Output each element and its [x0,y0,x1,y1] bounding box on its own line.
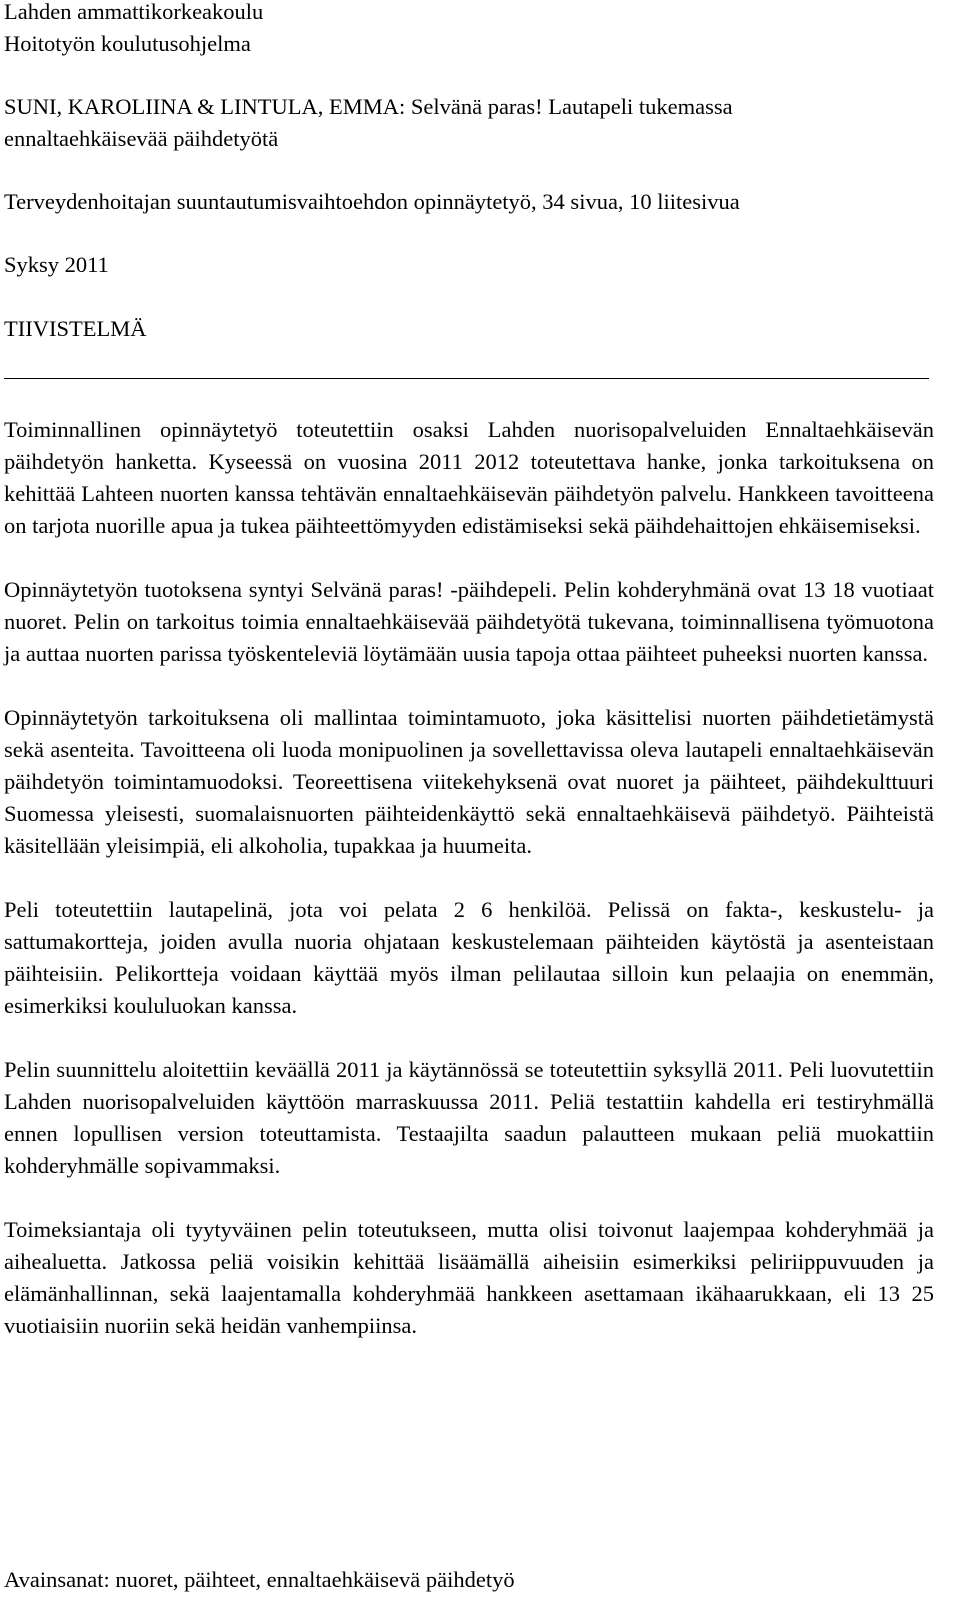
abstract-paragraph-5: Pelin suunnittelu aloitettiin keväällä 2011 ja käytännössä se toteutettiin syksyllä 2011. Peli luovutettiin Lahden nuorisopalveluiden käyttöön marraskuussa 2011. Peliä testattiin kahdella eri testiryhmällä ennen lopullisen version toteuttamista. Testaajilta saadun palautteen mukaan peliä muokattiin kohderyhmälle sopivammaksi. [4,1057,934,1178]
abstract-body [4,414,934,1374]
keywords: Avainsanat: nuoret, päihteet, ennaltaehkäisevä päihdetyö [4,1567,515,1592]
abstract-paragraph-1: Toiminnallinen opinnäytetyö toteutettiin osaksi Lahden nuorisopalveluiden Ennaltaehkäisevän päihdetyön hanketta. Kyseessä on vuosina 2011 2012 toteutettava hanke, jonka tarkoituksena on kehittää Lahteen nuorten kanssa tehtävän ennaltaehkäisevän päihdetyön palvelu. Hankkeen tavoitteena on tarjota nuorille apua ja tukea päihteettömyyden edistämiseksi sekä päihdehaittojen ehkäisemiseksi. [4,417,934,538]
thesis-info: Terveydenhoitajan suuntautumisvaihtoehdon opinnäytetyö, 34 sivua, 10 liitesivua [4,189,740,214]
abstract-paragraph-3: Opinnäytetyön tarkoituksena oli mallintaa toimintamuoto, joka käsittelisi nuorten päihdetietämystä sekä asenteita. Tavoitteena oli luoda monipuolinen ja sovellettavissa oleva lautapeli ennaltaehkäisevän päihdetyön toimintamuodoksi. Teoreettisena viitekehyksenä ovat nuoret ja päihteet, päihdekulttuuri Suomessa yleisesti, suomalaisnuorten päihteidenkäyttö sekä ennaltaehkäisevä päihdetyö. Päihteistä käsitellään yleisimpiä, eli alkoholia, tupakkaa ja huumeita. [4,705,934,858]
programme-name: Hoitotyön koulutusohjelma [4,31,251,56]
abstract-paragraph-6: Toimeksiantaja oli tyytyväinen pelin toteutukseen, mutta olisi toivonut laajempaa kohderyhmää ja aihealuetta. Jatkossa peliä voisikin kehittää lisäämällä aiheisiin esimerkiksi peliriippuvuuden ja elämänhallinnan, sekä laajentamalla kohderyhmää hankkeen asettamaan ikähaarukkaan, eli 13 25 vuotiaisiin nuoriin sekä heidän vanhempiinsa. [4,1217,934,1338]
institution-name: Lahden ammattikorkeakoulu [4,0,264,24]
abstract-heading: TIIVISTELMÄ [4,316,147,341]
abstract-paragraph-4: Peli toteutettiin lautapelinä, jota voi pelata 2 6 henkilöä. Pelissä on fakta-, keskustelu- ja sattumakortteja, joiden avulla nuoria ohjataan keskustelemaan päihteiden käytöstä ja asenteistaan päihteisiin. Pelikortteja voidaan käyttää myös ilman pelilautaa silloin kun pelaajia on enemmän, esimerkiksi koululuokan kanssa. [4,897,934,1018]
thesis-title-line-1: SUNI, KAROLIINA & LINTULA, EMMA: Selvänä paras! Lautapeli tukemassa [4,94,733,119]
abstract-paragraph-2: Opinnäytetyön tuotoksena syntyi Selvänä paras! -päihdepeli. Pelin kohderyhmänä ovat 13 18 vuotiaat nuoret. Pelin on tarkoitus toimia ennaltaehkäisevää päihdetyötä tukevana, toiminnallisena työmuotona ja auttaa nuorten parissa työskenteleviä löytämään uusia tapoja ottaa päihteet puheeksi nuorten kanssa. [4,577,934,666]
heading-divider [4,378,929,379]
thesis-header [4,0,944,281]
thesis-title-line-2: ennaltaehkäisevää päihdetyötä [4,126,279,151]
thesis-term: Syksy 2011 [4,252,109,277]
